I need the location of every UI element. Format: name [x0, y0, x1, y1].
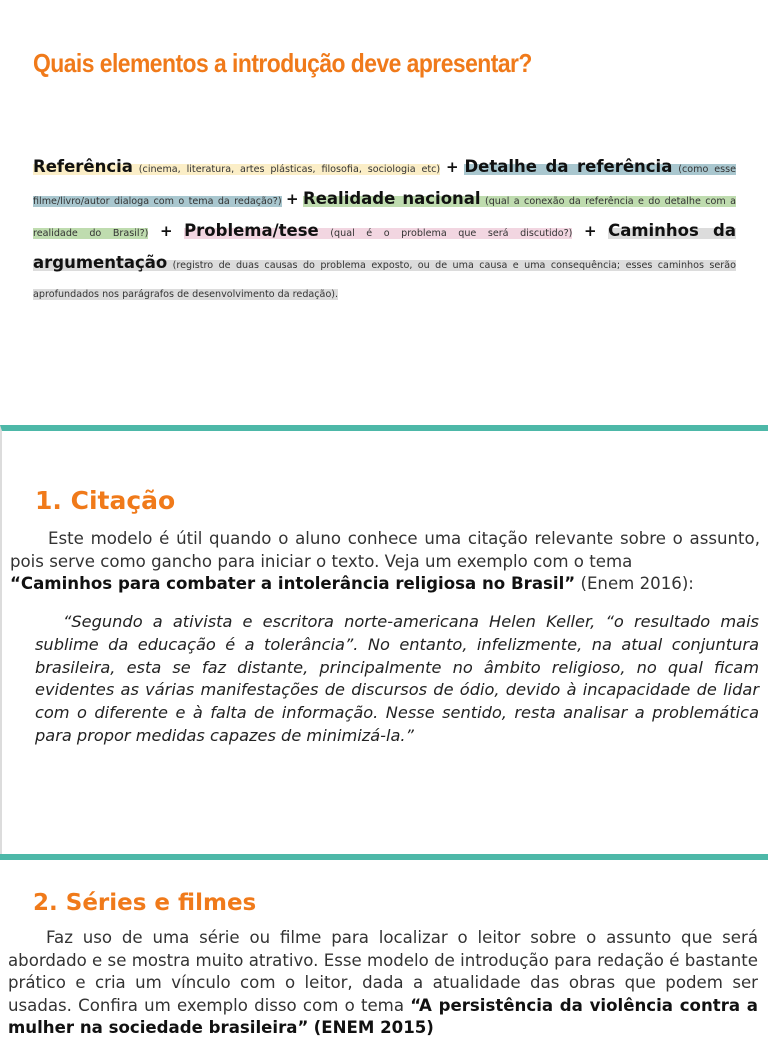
element-note: (registro de duas causas do problema exposto, ou de uma causa e uma consequência; esses caminhos serão aprofundados nos parágrafos de desenvolvimento da redação). — [33, 260, 736, 300]
essay-theme: “Caminhos para combater a intolerância religiosa no Brasil” — [10, 574, 576, 593]
slide-intro-elements — [0, 0, 768, 425]
section-intro — [10, 528, 760, 596]
essay-theme: “A persistência da violência contra a mulher na sociedade brasileira” — [8, 995, 758, 1037]
theme-source: (Enem 2016): — [580, 574, 694, 593]
element-term: Detalhe da referência — [464, 157, 673, 176]
element-term: Caminhos da argumentação — [33, 221, 737, 272]
intro-text: Faz uso de uma série ou filme para localizar o leitor sobre o assunto que será abordado e se mostra muito atrativo. Esse modelo de introdução para redação é bastante prático e cria um vínculo com o leitor, dada a atualidade das obras que podem ser usadas. Confira um exemplo disso com o tema — [8, 928, 758, 1015]
theme-source: (ENEM 2015) — [313, 1018, 434, 1037]
element-note: (como esse filme/livro/autor dialoga com o tema da redação?) — [33, 164, 736, 207]
element-term: Realidade nacional — [303, 189, 481, 208]
plus-sign: + — [583, 222, 597, 240]
example-quote — [35, 611, 759, 748]
quote-text: “Segundo a ativista e escritora norte-americana Helen Keller, “o resultado mais sublime da educação é a tolerância”. No entanto, infelizmente, na atual conjuntura brasileira, esta se faz distante, principalmente no âmbito religioso, no qual ficam evidentes as várias manifestações de discursos de ódio, devido à incapacidade de lidar com o diferente e à falta de informação. Nesse sentido, resta analisar a problemática para propor medidas capazes de minimizá-la.” — [35, 612, 759, 745]
element-note: (cinema, literatura, artes plásticas, filosofia, sociologia etc) — [138, 164, 441, 175]
element-term: Referência — [33, 157, 133, 176]
plus-sign: + — [159, 222, 173, 240]
element-note: (qual a conexão da referência e do detalhe com a realidade do Brasil?) — [33, 196, 737, 239]
intro-formula — [33, 152, 736, 309]
plus-sign: + — [446, 158, 459, 176]
element-referencia — [33, 157, 441, 176]
element-term: Problema/tese — [184, 221, 319, 240]
slide-title: Quais elementos a introdução deve apresentar? — [33, 48, 532, 78]
slide-citacao — [0, 425, 768, 860]
element-note: (qual é o problema que será discutido?) — [330, 228, 573, 239]
section-heading: 1. Citação — [35, 486, 176, 515]
section-intro — [8, 927, 758, 1040]
plus-sign: + — [286, 190, 299, 208]
section-heading: 2. Séries e filmes — [33, 890, 257, 916]
slide-series-filmes — [0, 854, 768, 1037]
intro-text: Este modelo é útil quando o aluno conhece uma citação relevante sobre o assunto, pois serve como gancho para iniciar o texto. Veja um exemplo com o tema — [10, 529, 760, 571]
element-problema — [184, 221, 573, 240]
